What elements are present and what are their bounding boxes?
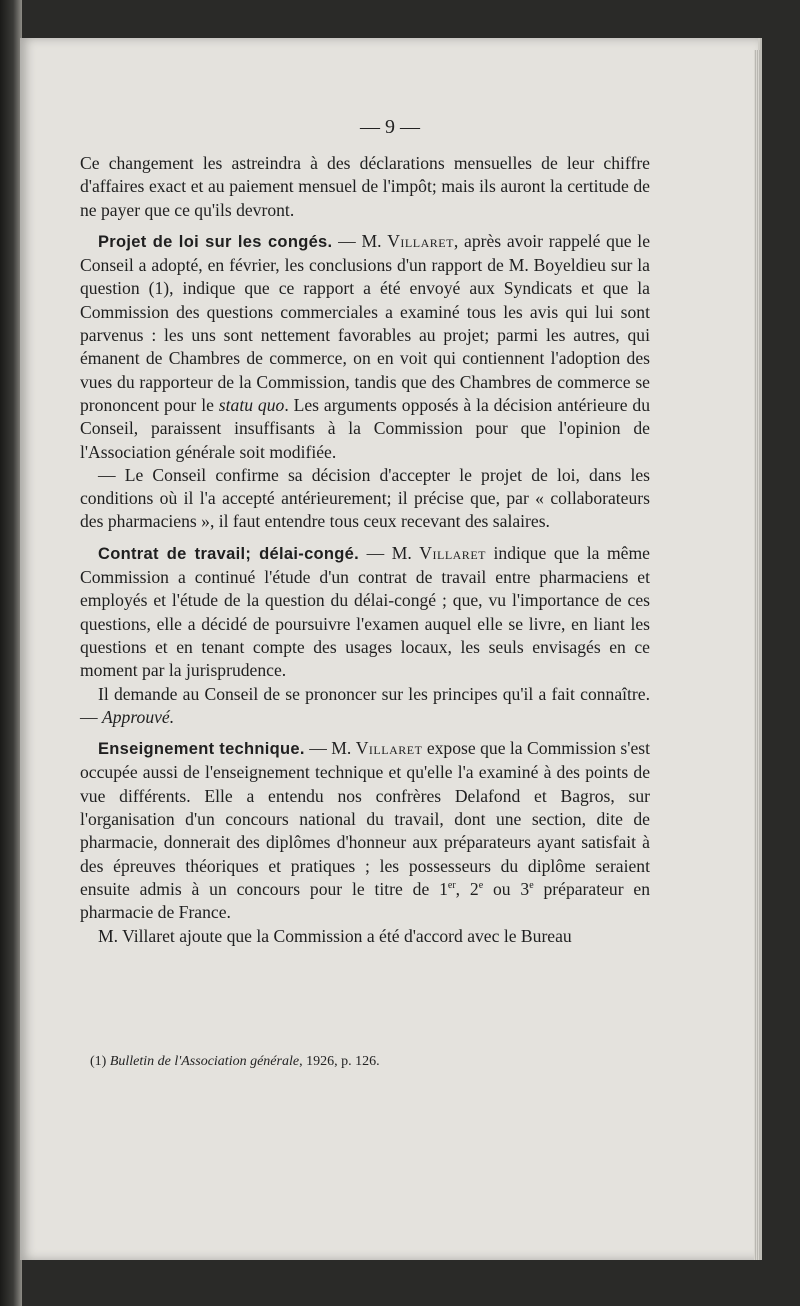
footnote-citation: Bulletin de l'Association générale [109, 1054, 300, 1069]
paragraph-intro: Ce changement les astreindra à des déclarations mensuelles de leur chiffre d'affaires exact et au paiement mensuel de l'impôt; mais ils auront la certitude de ne payer que ce qu'ils devront. [80, 153, 650, 220]
page-edge [754, 50, 760, 1260]
paragraph-conges-decision: — Le Conseil confirme sa décision d'accepter le projet de loi, dans les conditions où il l'a accepté antérieurement; il précise que, par « collaborateurs des pharmaciens », il faut entendre tous ceux recevant des salaires. [80, 464, 650, 532]
section-heading-contrat: Contrat de travail; délai-congé. [98, 544, 360, 563]
section-conges: Projet de loi sur les congés. — M. Villaret, après avoir rappelé que le Conseil a adopté, en février, les conclusions d'un rapport de M. Boyeldieu sur la question (1), indique que ce rapport a été envoyé aux Syndicats et que la Commission des questions commerciales a examiné tous les avis qui lui sont parvenus : les uns sont nettement favorables au projet; parmi les autres, qui émanent de Chambres de commerce, on en voit qui contiennent l'adoption des vues du rapporteur de la Commission, tandis que des Chambres de commerce se prononcent pour le statu quo. Les arguments opposés à la décision antérieure du Conseil, paraissent insuffisants à la Commission pour que l'opinion de l'Association générale soit modifiée. [80, 230, 651, 462]
footnote: (1) Bulletin de l'Association générale, 1926, p. 126. [90, 1054, 380, 1069]
section-contrat: Contrat de travail; délai-congé. — M. Villaret indique que la même Commission a continué l'étude d'un contrat de travail entre pharmaciens et employés et l'étude de la question du délai-congé ; que, vu l'importance de ces questions, elle a décidé de poursuivre l'examen auquel elle se livre, en liant les questions et en tenant compte des usages locaux, les seuls envisagés en ce moment par la jurisprudence. [80, 542, 650, 681]
book-spine [0, 0, 22, 1306]
speaker-name: Villaret [387, 230, 454, 251]
paragraph-enseignement-bureau: M. Villaret ajoute que la Commission a été d'accord avec le Bureau [98, 925, 572, 946]
speaker-name: Villaret [419, 542, 486, 563]
paragraph-contrat-approval: Il demande au Conseil de se prononcer sur les principes qu'il a fait connaître. — Approuvé. [80, 683, 650, 727]
page-number: — 9 — [360, 116, 420, 138]
section-enseignement: Enseignement technique. — M. Villaret expose que la Commission s'est occupée aussi de l'enseignement technique et qu'elle l'a examiné à des points de vue différents. Elle a entendu nos confrères Delafond et Bagros, sur l'organisation d'un concours national du travail, dont une section, dite de pharmacie, donnerait des diplômes d'honneur aux préparateurs ayant satisfait à des épreuves théoriques et pratiques ; les possesseurs du diplôme seraient ensuite admis à un concours pour le titre de 1er, 2e ou 3e préparateur en pharmacie de France. [80, 738, 651, 923]
section-heading-enseignement: Enseignement technique. [98, 740, 305, 759]
section-heading-conges: Projet de loi sur les congés. [98, 232, 333, 251]
speaker-name: Villaret [355, 738, 423, 759]
body-text [80, 152, 650, 948]
